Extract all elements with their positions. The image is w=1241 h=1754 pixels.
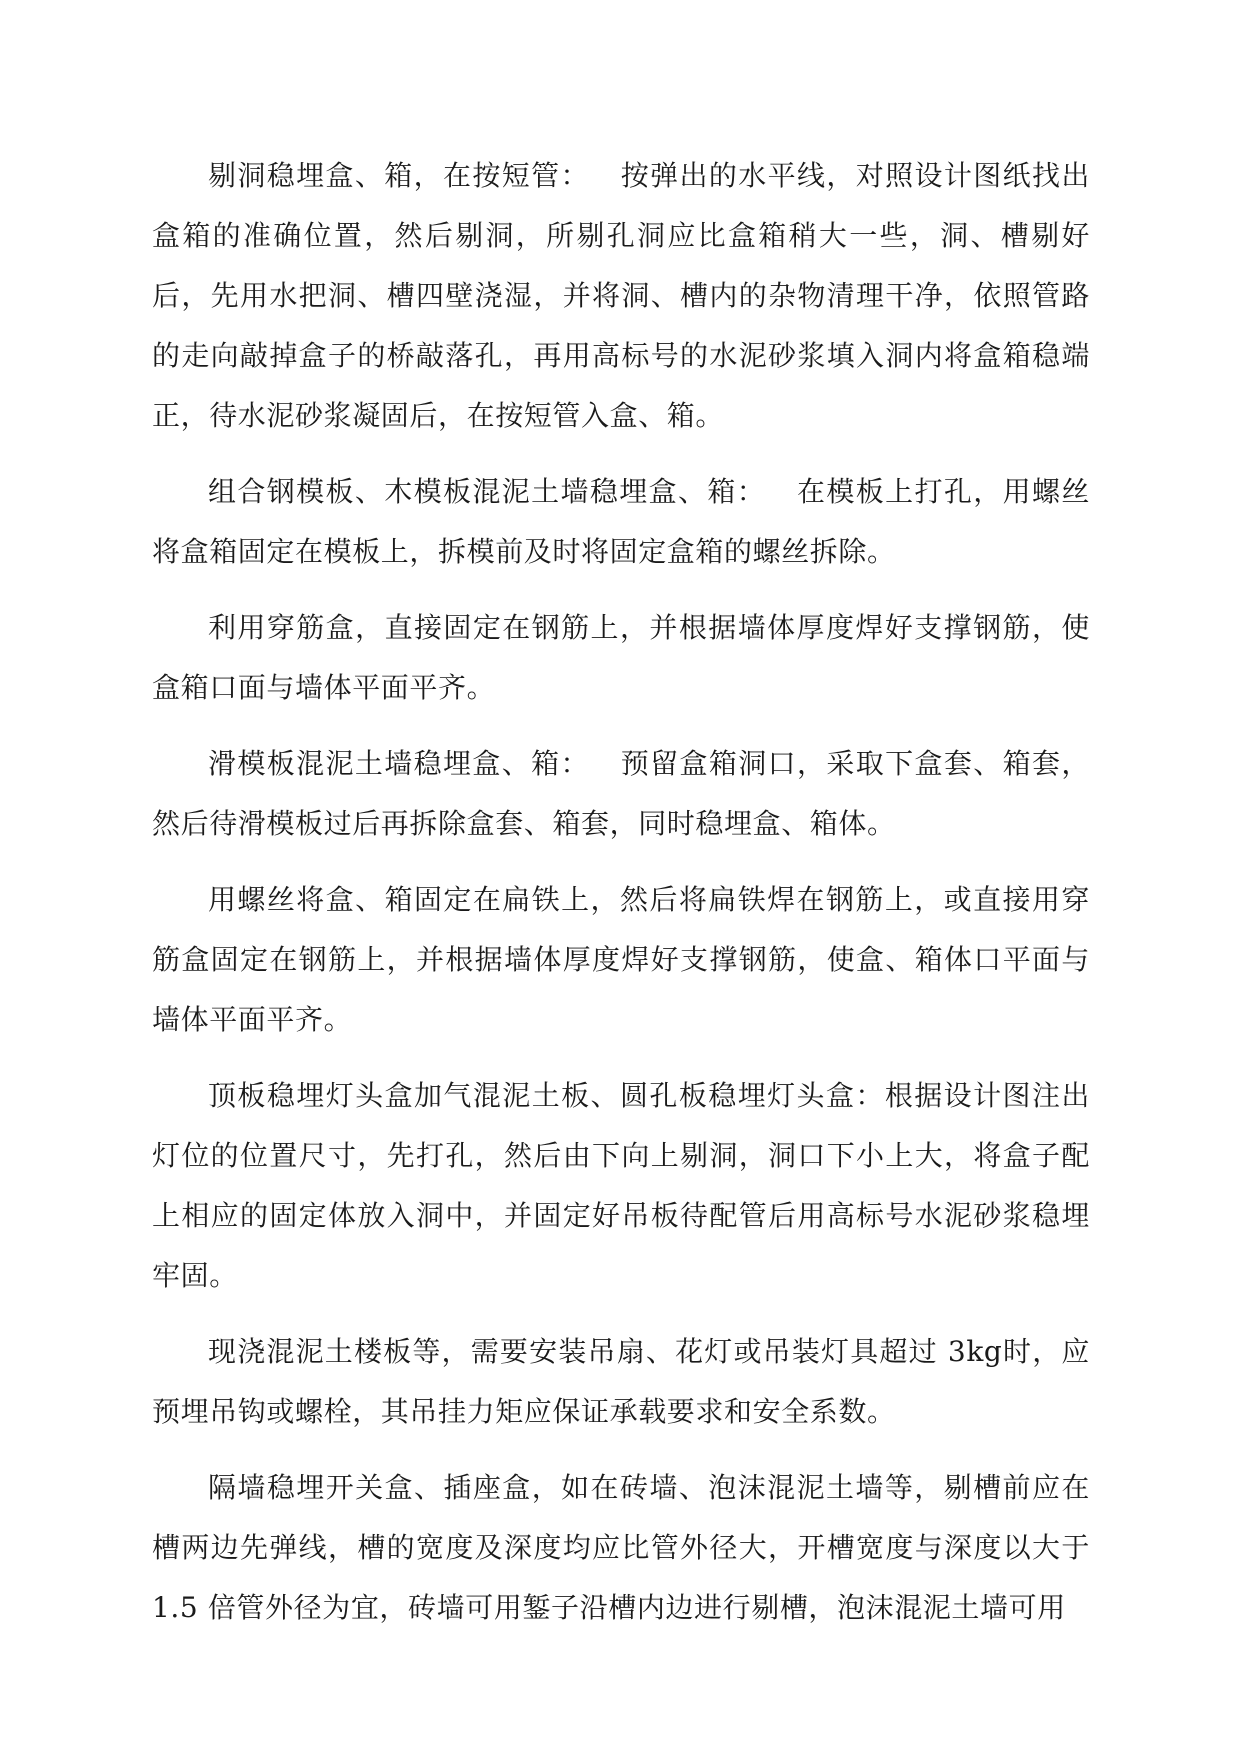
paragraph-ceiling-lamp-box: 顶板稳埋灯头盒加气混泥土板、圆孔板稳埋灯头盒：根据设计图注出灯位的位置尺寸，先打孔，然后由下向上剔洞，洞口下小上大，将盒子配上相应的固定体放入洞中，并固定好吊板待配管后用高标号水泥砂浆稳埋牢固。 — [152, 1079, 1090, 1292]
paragraph-rebar-box: 利用穿筋盒，直接固定在钢筋上，并根据墙体厚度焊好支撑钢筋，使盒箱口面与墙体平面平齐。 — [152, 611, 1090, 704]
paragraph-hook-bolt: 现浇混泥土楼板等，需要安装吊扇、花灯或吊装灯具超过 3kg时，应预埋吊钩或螺栓，其吊挂力矩应保证承载要求和安全系数。 — [152, 1335, 1090, 1428]
document-body — [152, 146, 1100, 1654]
paragraph-chisel-hole-embed-box: 剔洞稳埋盒、箱，在按短管： 按弹出的水平线，对照设计图纸找出盒箱的准确位置，然后剔洞，所剔孔洞应比盒箱稍大一些，洞、槽剔好后，先用水把洞、槽四壁浇湿，并将洞、槽内的杂物清理干净，依照管路的走向敲掉盒子的桥敲落孔，再用高标号的水泥砂浆填入洞内将盒箱稳端正，待水泥砂浆凝固后，在按短管入盒、箱。 — [152, 159, 1090, 432]
paragraph-partition-switch-box: 隔墙稳埋开关盒、插座盒，如在砖墙、泡沫混泥土墙等，剔槽前应在槽两边先弹线，槽的宽度及深度均应比管外径大，开槽宽度与深度以大于 1.5 倍管外径为宜，砖墙可用錾子沿槽内边进行剔槽，泡沫混泥土墙可用 — [152, 1471, 1100, 1624]
paragraph-screw-flat-iron: 用螺丝将盒、箱固定在扁铁上，然后将扁铁焊在钢筋上，或直接用穿筋盒固定在钢筋上，并根据墙体厚度焊好支撑钢筋，使盒、箱体口平面与墙体平面平齐。 — [152, 883, 1090, 1036]
paragraph-slipform-embed-box: 滑模板混泥土墙稳埋盒、箱： 预留盒箱洞口，采取下盒套、箱套，然后待滑模板过后再拆除盒套、箱套，同时稳埋盒、箱体。 — [152, 747, 1090, 840]
paragraph-formwork-embed-box: 组合钢模板、木模板混泥土墙稳埋盒、箱： 在模板上打孔，用螺丝将盒箱固定在模板上，拆模前及时将固定盒箱的螺丝拆除。 — [152, 475, 1090, 568]
